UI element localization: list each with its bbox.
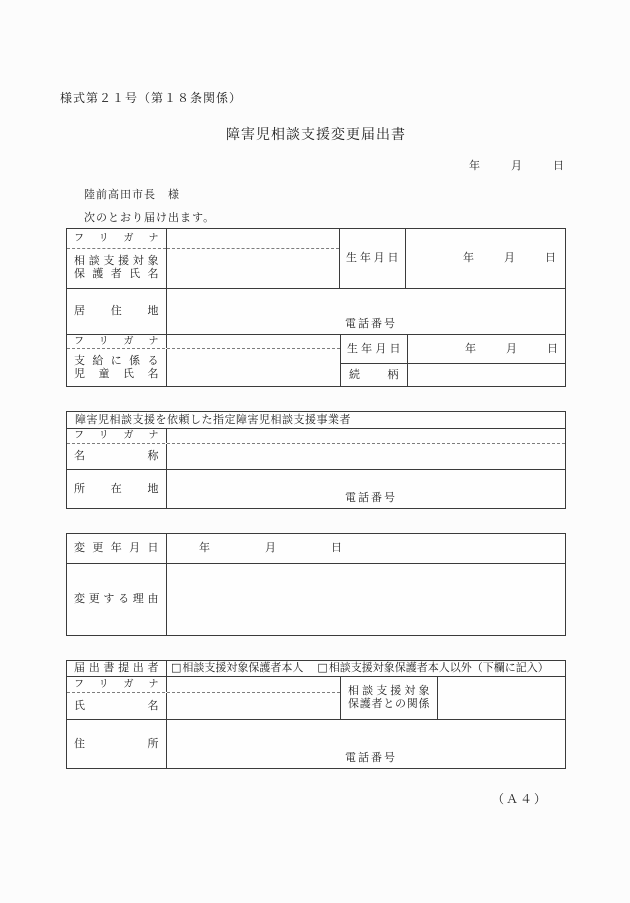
submitter-table [66, 660, 566, 769]
month-unit: 月 [504, 251, 515, 265]
year-unit: 年 [199, 541, 210, 555]
provider-name-label: 名称 [74, 449, 159, 463]
provider-name-row [67, 444, 565, 469]
child-birthdate-input[interactable] [407, 335, 564, 363]
guardian-row [67, 229, 565, 288]
guardian-name-label: 相談支援対象 保護者氏名 [74, 254, 159, 280]
provider-address-row [67, 469, 565, 508]
paper-size-note: （Ａ４） [491, 792, 548, 806]
submitter-furigana-label: フリガナ [74, 678, 159, 690]
child-furigana-label: フリガナ [74, 335, 159, 347]
form-page [60, 0, 566, 807]
checkbox-self-icon[interactable]: □ [171, 661, 182, 675]
change-reason-label: 変更する理由 [74, 592, 159, 606]
header-month-label: 月 [511, 159, 522, 172]
submitter-name-row [67, 676, 565, 719]
header-year-label: 年 [469, 159, 480, 172]
change-reason-row [67, 563, 565, 635]
guardian-birthdate-label: 生年月日 [339, 229, 405, 288]
year-unit: 年 [463, 251, 474, 265]
day-unit: 日 [545, 251, 556, 265]
guardian-furigana-input[interactable] [167, 229, 339, 249]
child-name-label: 支給に係る 児童氏名 [74, 353, 159, 380]
submitter-furigana-input[interactable] [166, 677, 339, 692]
change-reason-input[interactable] [166, 564, 564, 635]
provider-phone-label: 電話番号 [345, 491, 397, 505]
submitter-address-row [67, 719, 565, 768]
submitter-relation-input[interactable] [437, 677, 563, 719]
header-date-line[interactable] [66, 160, 566, 172]
month-unit: 月 [265, 541, 276, 555]
submitter-name-input[interactable] [166, 693, 339, 719]
child-birthdate-label: 生年月日 [347, 341, 401, 355]
residence-label: 居住地 [74, 304, 159, 318]
year-unit: 年 [465, 341, 476, 355]
change-date-input[interactable] [166, 534, 564, 563]
child-furigana-input[interactable] [166, 335, 339, 348]
declaration: 次のとおり届け出ます。 [84, 211, 216, 224]
child-row [67, 334, 565, 386]
guardian-name-input[interactable] [167, 249, 339, 287]
provider-address-label: 所在地 [74, 481, 159, 495]
residence-row [67, 288, 565, 334]
header-day-label: 日 [553, 159, 564, 172]
guardian-furigana-label: フリガナ [67, 229, 166, 249]
submitter-address-input[interactable] [166, 720, 564, 768]
day-unit: 日 [547, 341, 558, 355]
submitter-label: 届出書提出者 [74, 661, 159, 675]
residence-phone-label: 電話番号 [345, 317, 397, 331]
change-date-row [67, 534, 565, 563]
provider-furigana-label: フリガナ [74, 430, 159, 442]
month-unit: 月 [506, 341, 517, 355]
page-title: 障害児相談支援変更届出書 [226, 127, 406, 143]
checkbox-other-icon[interactable]: □ [317, 661, 328, 675]
submitter-row [67, 661, 565, 676]
provider-furigana-row [67, 428, 565, 444]
addressee: 陸前高田市長 様 [84, 188, 180, 201]
option-guardian-other[interactable] [317, 662, 548, 675]
day-unit: 日 [331, 541, 342, 555]
submitter-name-label: 氏名 [74, 698, 159, 712]
residence-input[interactable] [166, 289, 564, 334]
submitter-phone-label: 電話番号 [345, 751, 397, 765]
provider-name-input[interactable] [166, 444, 564, 469]
submitter-relation-label: 相談支援対象 保護者との関係 [340, 677, 437, 719]
provider-table-header: 障害児相談支援を依頼した指定障害児相談支援事業者 [75, 412, 351, 426]
option-guardian-self[interactable] [171, 662, 303, 675]
form-number: 様式第２１号（第１８条関係） [60, 91, 243, 105]
relationship-input[interactable] [407, 364, 564, 386]
provider-furigana-input[interactable] [166, 429, 564, 443]
applicant-table [66, 228, 566, 387]
child-name-input[interactable] [166, 349, 339, 386]
relationship-label: 続柄 [349, 367, 399, 381]
provider-table [66, 411, 566, 509]
submitter-address-label: 住所 [74, 736, 159, 750]
option-other-label: 相談支援対象保護者本人以外（下欄に記入） [328, 661, 549, 675]
provider-address-input[interactable] [166, 470, 564, 508]
change-date-label: 変更年月日 [74, 541, 159, 555]
option-self-label: 相談支援対象保護者本人 [182, 661, 304, 675]
guardian-birthdate-input[interactable] [405, 229, 562, 288]
change-table [66, 533, 566, 636]
